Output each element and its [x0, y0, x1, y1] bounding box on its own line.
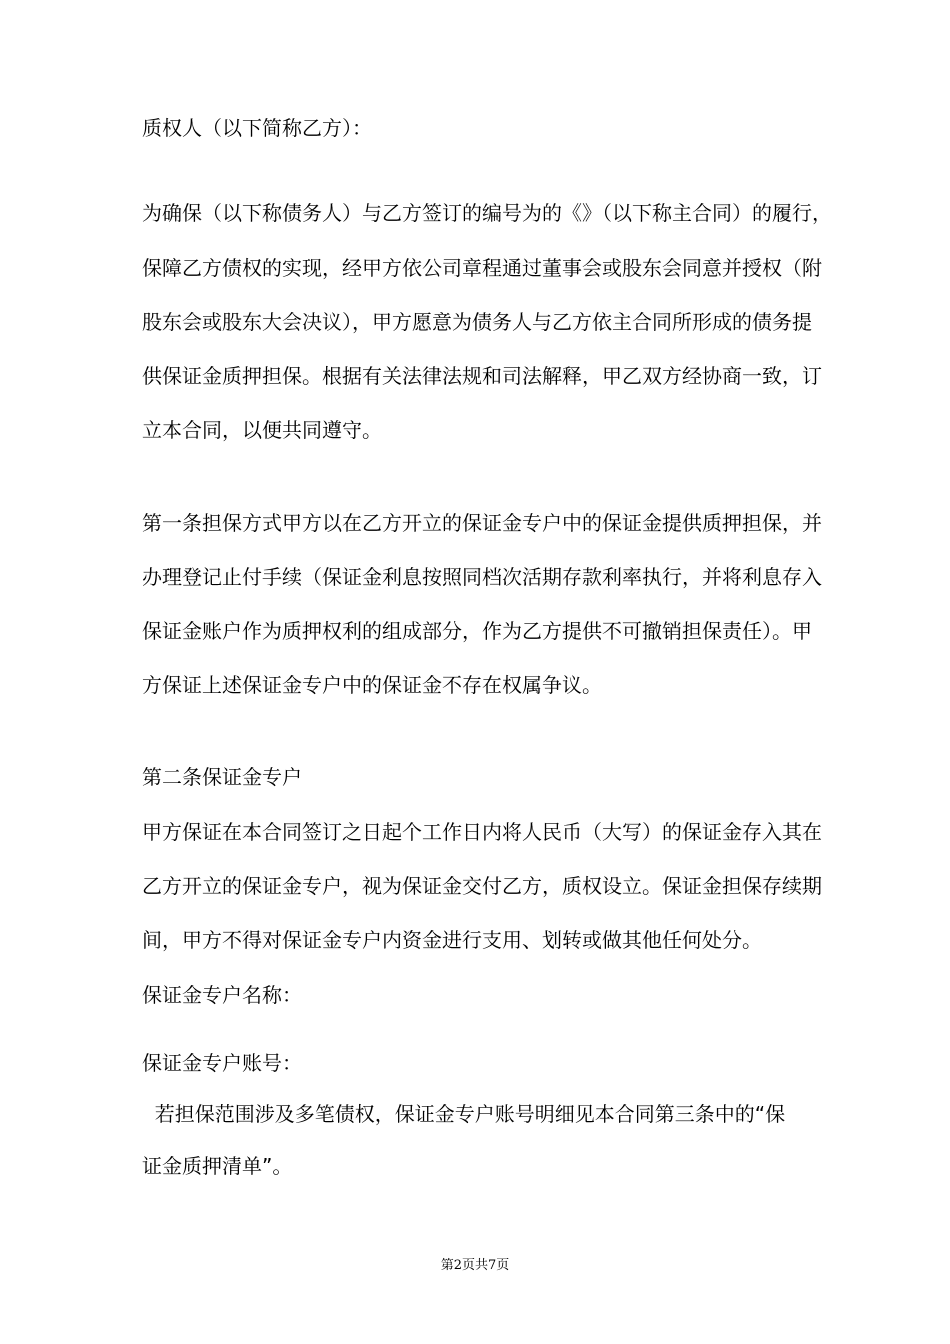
text-line: 第一条担保方式甲方以在乙方开立的保证金专户中的保证金提供质押担保，并 — [142, 511, 822, 535]
text-line: 保障乙方债权的实现，经甲方依公司章程通过董事会或股东会同意并授权（附 — [142, 256, 822, 280]
text-line: 保证金账户作为质押权利的组成部分，作为乙方提供不可撤销担保责任）。甲 — [142, 619, 812, 643]
text-line: 供保证金质押担保。根据有关法律法规和司法解释，甲乙双方经协商一致，订 — [142, 364, 822, 388]
text-line: 间，甲方不得对保证金专户内资金进行支用、划转或做其他任何处分。 — [142, 928, 762, 952]
text-line: 为确保（以下称债务人）与乙方签订的编号为的《》（以下称主合同）的履行， — [142, 201, 832, 225]
text-line: 甲方保证在本合同签订之日起个工作日内将人民币（大写）的保证金存入其在 — [142, 820, 822, 844]
text-line: 若担保范围涉及多笔债权，保证金专户账号明细见本合同第三条中的“保 — [142, 1102, 786, 1126]
page-number: 第2页共7页 — [440, 1258, 510, 1273]
text-line: 办理登记止付手续（保证金利息按照同档次活期存款利率执行，并将利息存入 — [142, 565, 822, 589]
text-line: 证金质押清单”。 — [142, 1154, 293, 1178]
text-line: 股东会或股东大会决议），甲方愿意为债务人与乙方依主合同所形成的债务提 — [142, 310, 812, 334]
field-label: 保证金专户名称： — [142, 983, 302, 1007]
field-label: 保证金专户账号： — [142, 1051, 302, 1075]
text-line: 方保证上述保证金专户中的保证金不存在权属争议。 — [142, 673, 602, 697]
text-line: 质权人（以下简称乙方）： — [142, 116, 372, 140]
text-line: 乙方开立的保证金专户，视为保证金交付乙方，质权设立。保证金担保存续期 — [142, 874, 822, 898]
text-line: 立本合同，以便共同遵守。 — [142, 418, 382, 442]
section-heading: 第二条保证金专户 — [142, 765, 302, 789]
